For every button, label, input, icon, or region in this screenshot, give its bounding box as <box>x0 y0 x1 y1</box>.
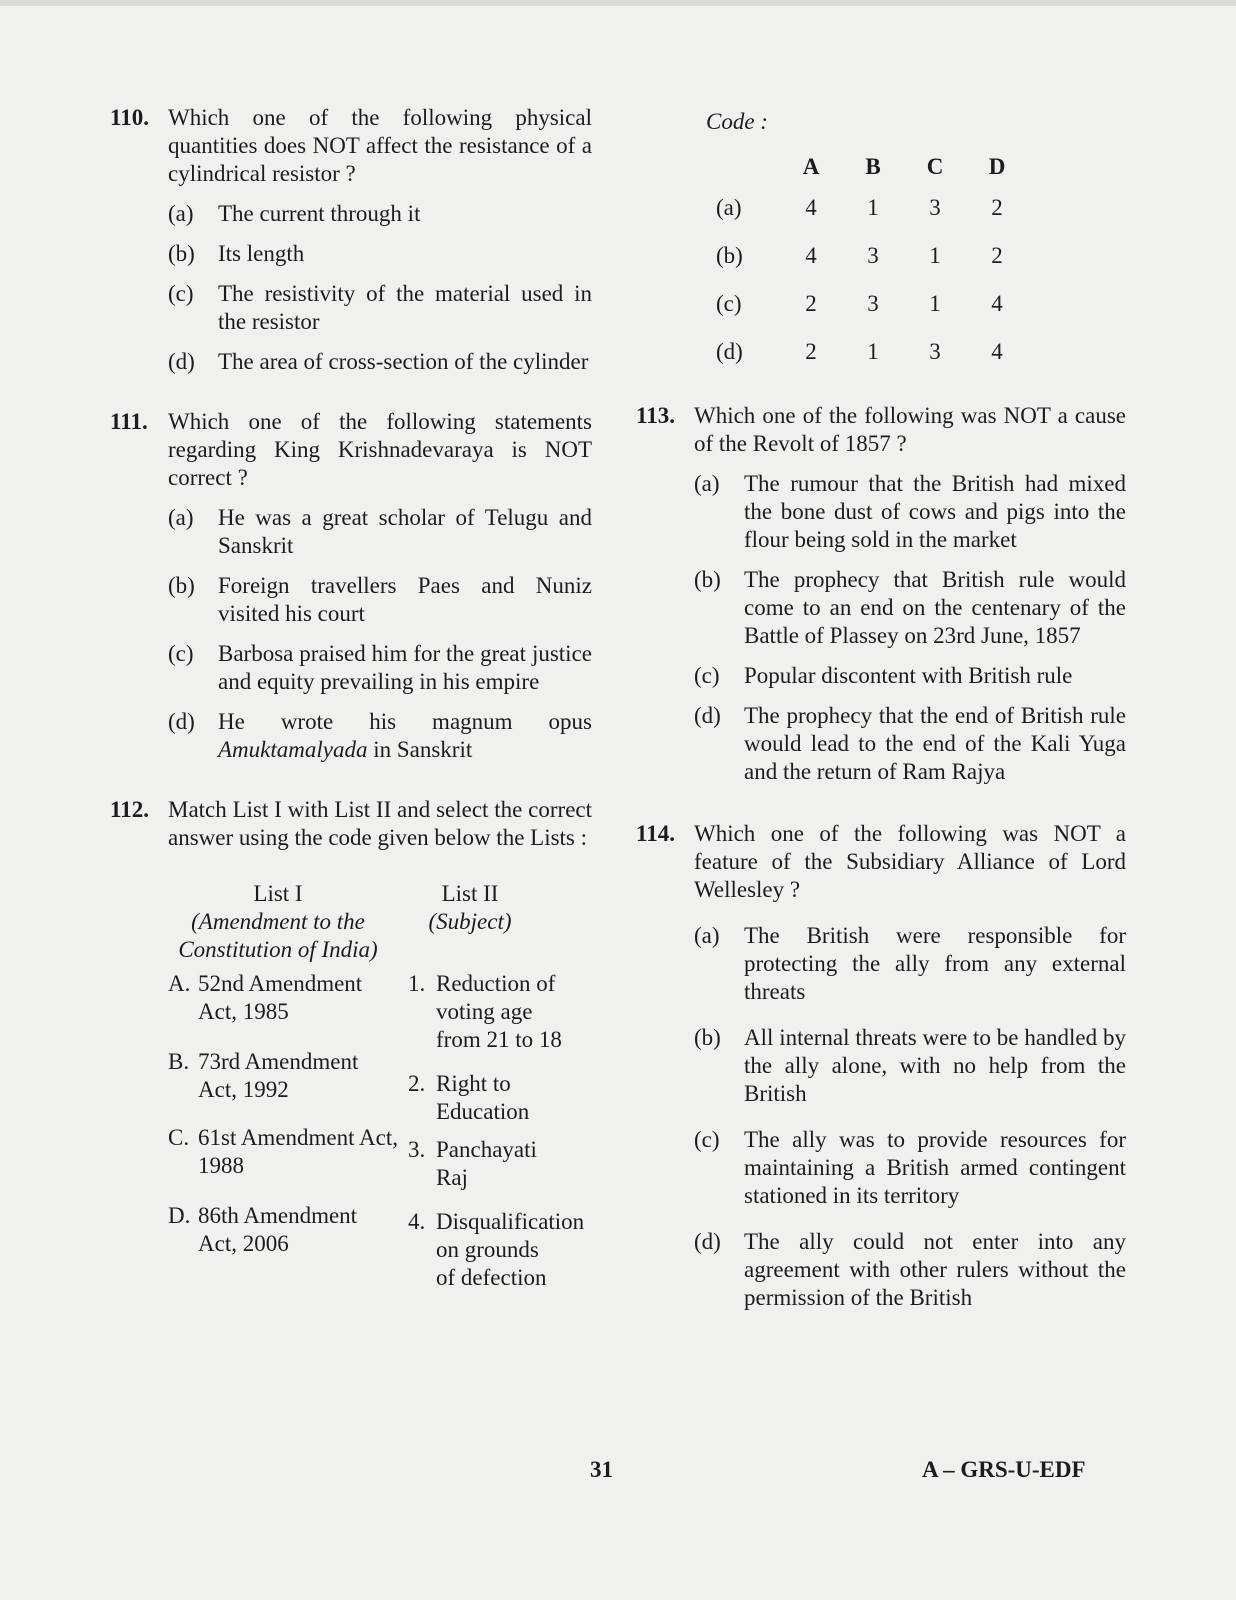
option-b: (b) The prophecy that British rule would come to an end on the centenary of the Battle of Plassey on 23rd June, 1857 <box>694 567 1126 648</box>
question-113 <box>636 402 1126 786</box>
book-title: Amuktamalyada <box>218 737 368 762</box>
code-header-row: A B C D <box>802 154 1006 179</box>
question-111 <box>110 408 592 764</box>
option-d: (d) He wrote his magnum opus Amuktamalyada in Sanskrit <box>168 709 592 762</box>
list2-item-2: 2. Right to Education <box>408 1071 530 1124</box>
answer-code-table <box>716 150 1028 376</box>
right-column <box>636 100 1126 1312</box>
option-a: (a) He was a great scholar of Telugu and Sanskrit <box>168 505 592 558</box>
list1-item-b: B. 73rd Amendment Act, 1992 <box>168 1049 359 1102</box>
list1-item-d: D. 86th Amendment Act, 2006 <box>168 1203 358 1256</box>
question-112 <box>110 796 592 1338</box>
list1-item-a: A. 52nd Amendment Act, 1985 <box>168 971 363 1024</box>
option-c: (c) Popular discontent with British rule <box>694 663 1073 688</box>
question-stem: Match List I with List II and select the correct answer using the code given below the Lists : <box>168 797 592 850</box>
question-stem: Which one of the following statements regarding King Krishnadevaraya is NOT correct ? <box>168 409 592 490</box>
option-c: (c) The resistivity of the material used in the resistor <box>168 281 592 334</box>
code-label: Code : <box>706 109 768 134</box>
question-110 <box>110 104 592 376</box>
question-stem: Which one of the following was NOT a feature of the Subsidiary Alliance of Lord Wellesley ? <box>694 821 1126 902</box>
code-row-c: (c) 2 3 1 4 <box>716 291 1003 316</box>
option-c: (c) The ally was to provide resources for maintaining a British armed contingent stationed in its territory <box>694 1127 1126 1208</box>
option-a: (a) The rumour that the British had mixed the bone dust of cows and pigs into the flour being sold in the market <box>694 471 1126 552</box>
scan-edge <box>0 0 1236 6</box>
question-number: 111. <box>110 409 148 434</box>
question-number: 112. <box>110 797 149 822</box>
option-d: (d) The area of cross-section of the cylinder <box>168 349 589 374</box>
page-number: 31 <box>590 1457 613 1482</box>
code-row-a: (a) 4 1 3 2 <box>716 195 1003 220</box>
option-b: (b) Foreign travellers Paes and Nuniz visited his court <box>168 573 592 626</box>
option-d: (d) The prophecy that the end of British rule would lead to the end of the Kali Yuga and the return of Ram Rajya <box>694 703 1126 784</box>
list2-item-3: 3. Panchayati Raj <box>408 1137 537 1190</box>
left-column <box>110 100 592 1338</box>
question-number: 114. <box>636 821 675 846</box>
question-number: 110. <box>110 105 149 130</box>
question-stem: Which one of the following was NOT a cause of the Revolt of 1857 ? <box>694 403 1126 456</box>
option-a: (a) The current through it <box>168 201 421 226</box>
code-row-b: (b) 4 3 1 2 <box>716 243 1003 268</box>
match-lists <box>168 880 592 1338</box>
list2-item-1: 1. Reduction of voting age from 21 to 18 <box>408 971 562 1052</box>
booklet-code: A – GRS-U-EDF <box>922 1457 1086 1482</box>
option-c: (c) Barbosa praised him for the great justice and equity prevailing in his empire <box>168 641 592 694</box>
question-stem: Which one of the following physical quantities does NOT affect the resistance of a cylindrical resistor ? <box>168 105 592 186</box>
option-d: (d) The ally could not enter into any agreement with other rulers without the permission of the British <box>694 1229 1126 1310</box>
list2-header: List II (Subject) <box>428 881 512 934</box>
question-114 <box>636 820 1126 1312</box>
option-b: (b) Its length <box>168 241 305 266</box>
code-row-d: (d) 2 1 3 4 <box>716 339 1003 364</box>
option-a: (a) The British were responsible for protecting the ally from any external threats <box>694 923 1126 1004</box>
question-number: 113. <box>636 403 675 428</box>
option-b: (b) All internal threats were to be handled by the ally alone, with no help from the British <box>694 1025 1126 1106</box>
list1-header: List I (Amendment to the Constitution of India) <box>178 881 378 962</box>
list1-item-c: C. 61st Amendment Act, 1988 <box>168 1125 398 1178</box>
list2-item-4: 4. Disqualification on grounds of defection <box>408 1209 585 1290</box>
